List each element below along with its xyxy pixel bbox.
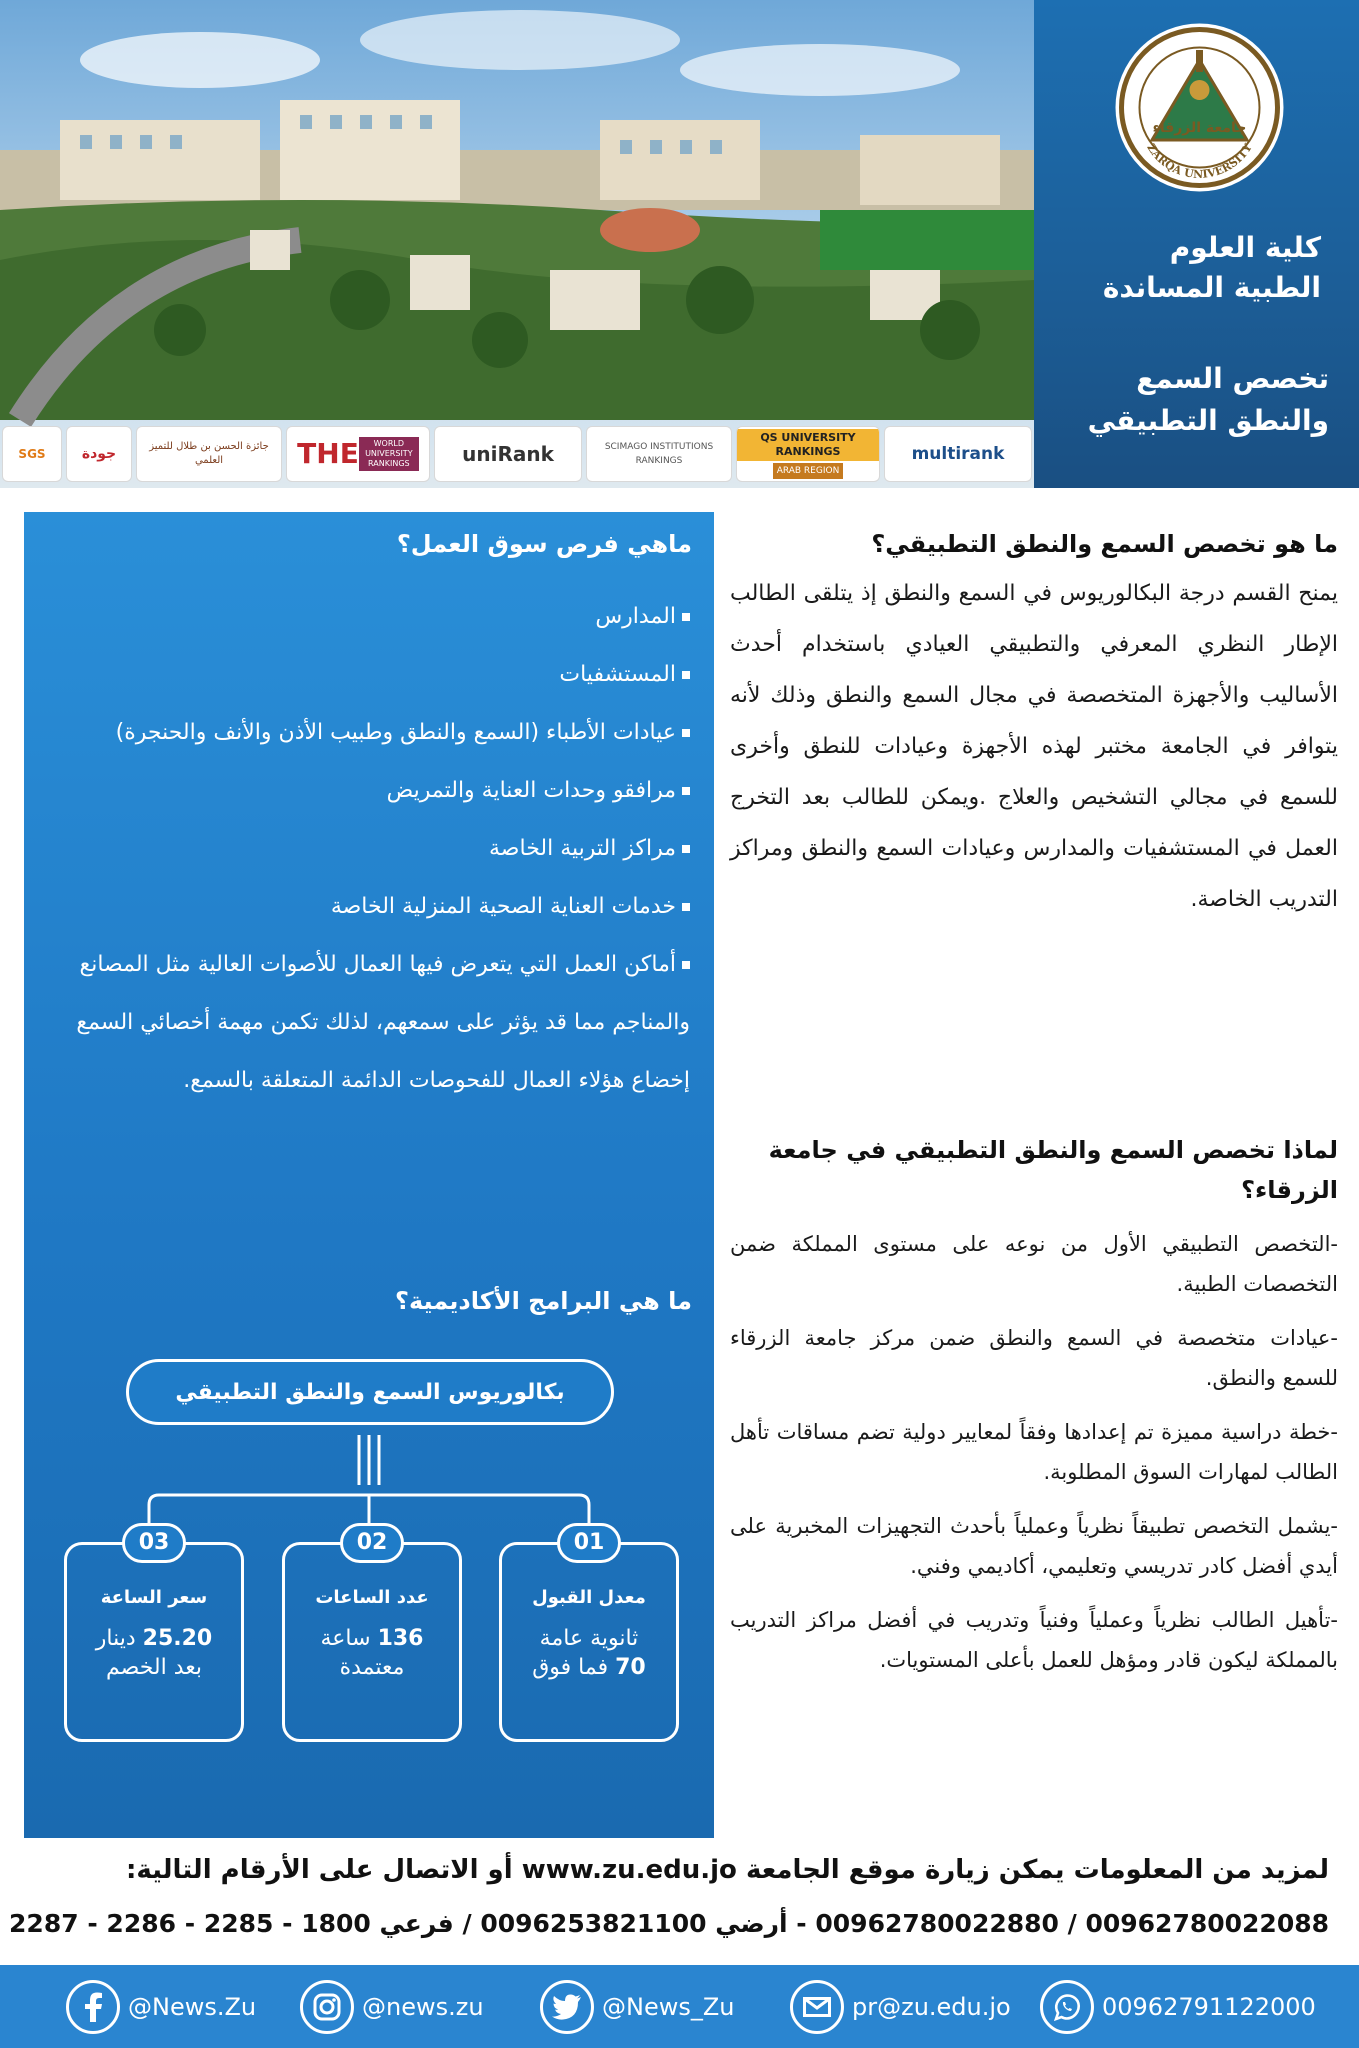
program-card-admission bbox=[499, 1530, 679, 1742]
program-card-hours bbox=[282, 1530, 462, 1742]
what-is-section bbox=[730, 530, 1338, 925]
ranking-badges bbox=[0, 420, 1034, 488]
badge-sgs: SGS bbox=[2, 426, 62, 482]
social-handle: @News.Zu bbox=[128, 1993, 257, 2021]
major-line-2: والنطق التطبيقي bbox=[1087, 404, 1329, 437]
jobs-programs-panel bbox=[24, 512, 714, 1838]
badge-scimago: SCIMAGO INSTITUTIONS RANKINGS bbox=[586, 426, 732, 482]
jobs-list-item: مرافقو وحدات العناية والتمريض bbox=[50, 762, 690, 820]
jobs-list-item: أماكن العمل التي يتعرض فيها العمال للأصوات العالية مثل المصانع والمناجم مما قد يؤثر على سمعهم، لذلك تكمن مهمة أخصائي السمع إخضاع هؤلاء العمال للفحوصات الدائمة المتعلقة بالسمع. bbox=[76, 952, 690, 1093]
card-line: 25.20 دينار bbox=[95, 1626, 213, 1651]
why-item: -يشمل التخصص تطبيقاً نظرياً وعملياً بأحدث التجهيزات المخبرية على أيدي أفضل كادر تدريسي وتعليمي، أكاديمي وفني. bbox=[730, 1514, 1338, 1578]
jobs-list-item: المدارس bbox=[50, 588, 690, 646]
badge-qs: QS UNIVERSITY RANKINGS ARAB REGION bbox=[736, 426, 880, 482]
jobs-title: ماهي فرص سوق العمل؟ bbox=[396, 530, 692, 558]
jobs-list-item: المستشفيات bbox=[50, 646, 690, 704]
why-item: -تأهيل الطالب نظرياً وعملياً وفنياً وتدريب في أفضل مراكز التدريب بالمملكة ليكون قادر ومؤهل للعمل بأعلى المستويات. bbox=[730, 1608, 1338, 1672]
badge-unirank: uniRank bbox=[434, 426, 582, 482]
program-card-price bbox=[64, 1530, 244, 1742]
why-section bbox=[730, 1130, 1338, 1694]
logo-arabic-text: جامعة الزرقاء bbox=[1152, 120, 1247, 136]
college-name bbox=[1041, 228, 1321, 308]
what-is-title: ما هو تخصص السمع والنطق التطبيقي؟ bbox=[871, 530, 1338, 558]
major-name bbox=[1039, 358, 1329, 442]
mail-icon bbox=[790, 1980, 844, 2034]
major-line-1: تخصص السمع bbox=[1136, 362, 1329, 395]
card-title: عدد الساعات bbox=[315, 1587, 429, 1608]
social-whatsapp[interactable] bbox=[1040, 1979, 1316, 2035]
bullet-icon bbox=[682, 903, 690, 911]
college-line-1: كلية العلوم bbox=[1169, 231, 1321, 264]
whatsapp-icon bbox=[1040, 1980, 1094, 2034]
card-number: 03 bbox=[122, 1523, 186, 1563]
card-number: 01 bbox=[557, 1523, 621, 1563]
card-line: معتمدة bbox=[339, 1655, 405, 1680]
bullet-icon bbox=[682, 787, 690, 795]
badge-multirank: multirank bbox=[884, 426, 1032, 482]
jobs-list bbox=[50, 588, 690, 1110]
logo-english-text: ZARQA UNIVERSITY bbox=[1144, 141, 1255, 181]
instagram-icon bbox=[300, 1980, 354, 2034]
social-handle: 00962791122000 bbox=[1102, 1993, 1316, 2021]
bullet-icon bbox=[682, 729, 690, 737]
social-handle: @News_Zu bbox=[602, 1993, 735, 2021]
badge-hassan-award: جائزة الحسن بن طلال للتميز العلمي bbox=[136, 426, 282, 482]
social-twitter[interactable] bbox=[540, 1979, 735, 2035]
contact-info-text: لمزيد من المعلومات يمكن زيارة موقع الجامعة www.zu.edu.jo أو الاتصال على الأرقام التالية: bbox=[126, 1855, 1329, 1885]
bullet-icon bbox=[682, 845, 690, 853]
social-bar bbox=[0, 1965, 1359, 2048]
facebook-icon bbox=[66, 1980, 120, 2034]
jobs-list-item: مراكز التربية الخاصة bbox=[50, 820, 690, 878]
card-line: ثانوية عامة bbox=[539, 1626, 639, 1651]
why-title: لماذا تخصص السمع والنطق التطبيقي في جامعة الزرقاء؟ bbox=[768, 1136, 1338, 1204]
card-line: بعد الخصم bbox=[105, 1655, 202, 1680]
contact-phones: 00962780022088 / 00962780022880 - أرضي 0096253821100 / فرعي 1800 - 2285 - 2286 - 2287 bbox=[9, 1909, 1329, 1938]
social-facebook[interactable] bbox=[66, 1979, 256, 2035]
card-line: 136 ساعة bbox=[320, 1626, 424, 1651]
social-handle: @news.zu bbox=[362, 1993, 484, 2021]
social-email[interactable] bbox=[790, 1979, 1011, 2035]
jobs-list-item: خدمات العناية الصحية المنزلية الخاصة bbox=[50, 878, 690, 936]
campus-photo bbox=[0, 0, 1034, 488]
badge-the-rankings: THE WORLD UNIVERSITY RANKINGS bbox=[286, 426, 430, 482]
programs-title: ما هي البرامج الأكاديمية؟ bbox=[395, 1287, 692, 1315]
header bbox=[0, 0, 1359, 488]
why-item: -عيادات متخصصة في السمع والنطق ضمن مركز جامعة الزرقاء للسمع والنطق. bbox=[730, 1326, 1338, 1390]
bullet-icon bbox=[682, 961, 690, 969]
college-line-2: الطبية المساندة bbox=[1102, 271, 1321, 304]
card-number: 02 bbox=[340, 1523, 404, 1563]
jobs-list-item: عيادات الأطباء (السمع والنطق وطبيب الأذن والأنف والحنجرة) bbox=[50, 704, 690, 762]
card-line: 70 فما فوق bbox=[532, 1655, 646, 1680]
university-logo bbox=[1112, 20, 1287, 195]
twitter-icon bbox=[540, 1980, 594, 2034]
why-item: -التخصص التطبيقي الأول من نوعه على مستوى المملكة ضمن التخصصات الطبية. bbox=[730, 1232, 1338, 1296]
social-handle: pr@zu.edu.jo bbox=[852, 1993, 1011, 2021]
what-is-body: يمنح القسم درجة البكالوريوس في السمع والنطق إذ يتلقى الطالب الإطار النظري المعرفي والتطبيقي العيادي باستخدام أحدث الأساليب والأجهزة المتخصصة في مجال السمع والنطق وذلك لأنه يتوافر في الجامعة مختبر لهذه الأجهزة وعيادات للنطق وأخرى للسمع في مجالي التشخيص والعلاج .ويمكن للطالب بعد التخرج العمل في المستشفيات والمدارس وعيادات السمع والنطق ومراكز التدريب الخاصة. bbox=[730, 581, 1338, 912]
social-instagram[interactable] bbox=[300, 1979, 484, 2035]
degree-pill: بكالوريوس السمع والنطق التطبيقي bbox=[126, 1359, 614, 1425]
card-title: سعر الساعة bbox=[100, 1587, 208, 1608]
why-item: -خطة دراسية مميزة تم إعدادها وفقاً لمعايير دولية تضم مساقات تأهل الطالب لمهارات السوق المطلوبة. bbox=[730, 1420, 1338, 1484]
card-title: معدل القبول bbox=[532, 1587, 646, 1608]
bullet-icon bbox=[682, 613, 690, 621]
badge-quality: جودة bbox=[66, 426, 132, 482]
bullet-icon bbox=[682, 671, 690, 679]
